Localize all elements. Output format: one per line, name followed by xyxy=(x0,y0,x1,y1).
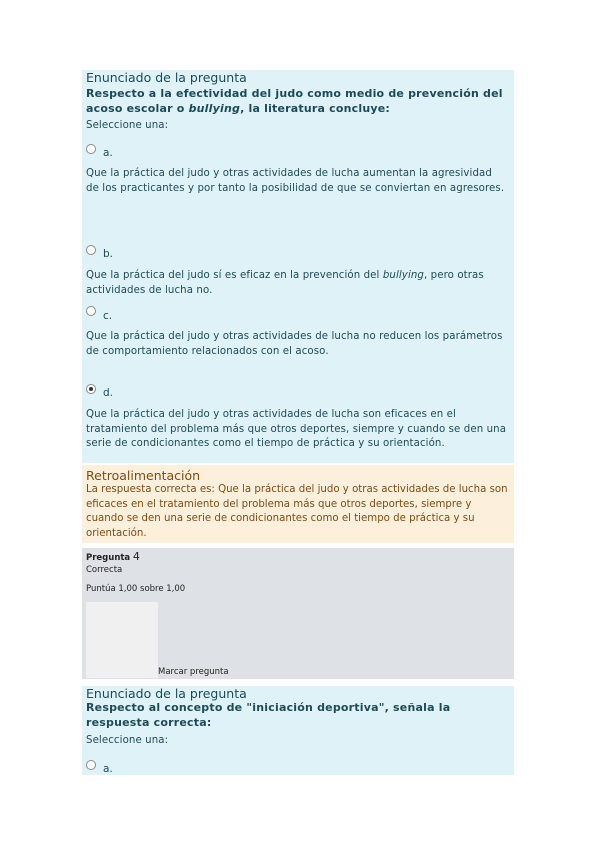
option-b-radio[interactable] xyxy=(86,245,96,255)
question-number: Pregunta 4 xyxy=(86,550,140,563)
question-4-info xyxy=(82,548,514,679)
question-3-formulation xyxy=(82,70,514,463)
option-a-letter: a. xyxy=(103,147,113,159)
question-heading: Enunciado de la pregunta xyxy=(86,70,247,85)
option-c-radio[interactable] xyxy=(86,306,96,316)
feedback-title: Retroalimentación xyxy=(86,468,201,483)
question-state: Correcta xyxy=(86,565,123,575)
question-4-formulation xyxy=(82,686,514,775)
option-c-letter: c. xyxy=(103,310,113,322)
option-b-text[interactable]: Que la práctica del judo sí es eficaz en la prevención del bullying, pero otras actividades de lucha no. xyxy=(86,270,484,296)
option-a-radio[interactable] xyxy=(86,144,96,154)
feedback-box xyxy=(82,465,514,543)
option-a-letter: a. xyxy=(103,763,113,775)
flag-question-link[interactable]: Marcar pregunta xyxy=(158,667,229,677)
question-heading: Enunciado de la pregunta xyxy=(86,686,247,701)
option-d-radio[interactable] xyxy=(86,384,96,394)
option-c-text[interactable]: Que la práctica del judo y otras actividades de lucha no reducen los parámetros de comportamiento relacionados con el acoso. xyxy=(86,331,503,357)
option-d-letter: d. xyxy=(103,387,114,399)
select-prompt: Seleccione una: xyxy=(86,735,169,746)
question-text: Respecto a la efectividad del judo como medio de prevención del acoso escolar o bullying, la literatura concluye: xyxy=(86,87,503,115)
option-d-text[interactable]: Que la práctica del judo y otras actividades de lucha son eficaces en el tratamiento del problema más que otros deportes, siempre y cuando se den una serie de condicionantes como el tiempo de práctica y su orientación. xyxy=(86,409,507,449)
feedback-text: La respuesta correcta es: Que la práctica del judo y otras actividades de lucha son eficaces en el tratamiento del problema más que otros deportes, siempre y cuando se den una serie de condicionantes como el tiempo de práctica y su orientación. xyxy=(86,484,508,539)
question-text: Respecto al concepto de "iniciación deportiva", señala la respuesta correcta: xyxy=(86,701,451,729)
option-a-radio[interactable] xyxy=(86,760,96,770)
option-b-letter: b. xyxy=(103,248,114,260)
select-prompt: Seleccione una: xyxy=(86,120,169,131)
option-a-text[interactable]: Que la práctica del judo y otras actividades de lucha aumentan la agresividad de los practicantes y por tanto la posibilidad de que se conviertan en agresores. xyxy=(86,168,505,194)
flag-icon-area[interactable] xyxy=(86,602,158,678)
question-grade: Puntúa 1,00 sobre 1,00 xyxy=(86,584,186,594)
